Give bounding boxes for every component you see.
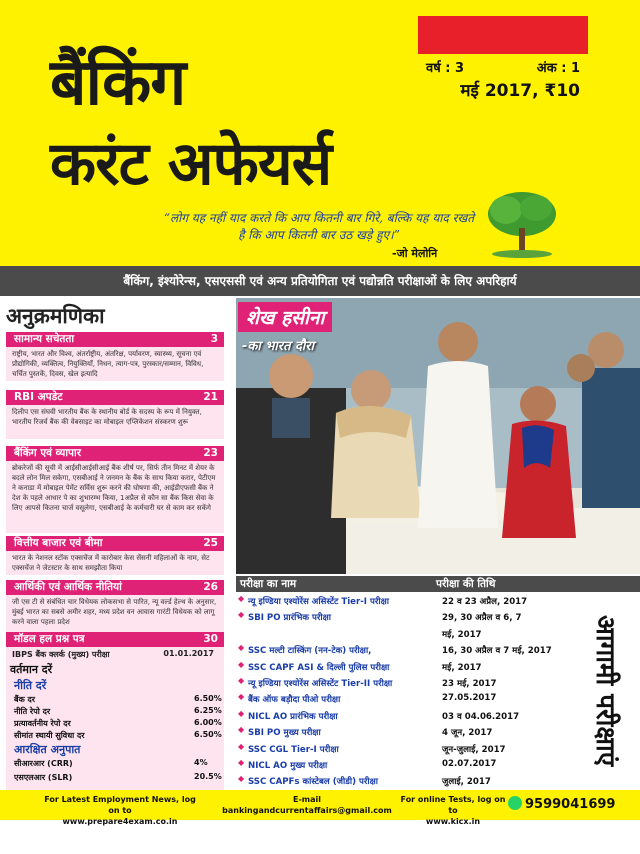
index-section-header [6,332,224,347]
exam-name: न्यू इण्डिया एश्योरेंस असिस्टेंट Tier-I परीक्षा [248,597,390,607]
exam-date: 02.07.2017 [442,758,497,769]
rate-value: 20.5% [194,772,222,781]
index-section-page: 23 [203,447,218,459]
exam-row [236,610,566,626]
rate-name: एसएलआर (SLR) [14,773,73,782]
index-column [0,300,230,790]
exam-row [236,676,566,692]
exam-name: SBI PO प्रारंभिक परीक्षा [248,613,332,624]
index-section-body: भारत के नेशनल स्टॉक एक्सचेंज में कारोबार केस सेंसनी महिलाओं के नाम, सेट एक्सचेंज ने जेटस्टार के साथ समझौता किया [6,551,224,575]
model-paper-date: 01.01.2017 [163,649,214,658]
diamond-bullet-icon: ◆ [238,675,245,685]
exam-name: SSC CAPF ASI & दिल्ली पुलिस परीक्षा [248,662,390,673]
rate-name: सीमांत स्थायी सुविधा दर [14,731,85,740]
exam-date: 16, 30 अप्रैल व 7 मई, 2017 [442,646,552,657]
index-section-header [6,446,224,461]
model-paper [6,649,224,660]
diamond-bullet-icon: ◆ [238,643,245,653]
diamond-bullet-icon: ◆ [238,692,245,702]
diamond-bullet-icon: ◆ [238,659,245,669]
index-section-body: ब्रोकरेजों की सूची में आईसीआईसीआई बैंक शीर्ष पर, सिर्फ तीन मिनट में शेयर के बदले लोन मिल सकेगा, एसबीआई ने जनमन के बैंक के साथ किया करार, पेटीएम ने कनाडा में मोबाइल पेमेंट सर्विस शुरू करने की घोषणा की, आईडीएफसी बैंक ने देश के पहले आधार पे का शुभारम्भ किया, 1अप्रैल से कौन सा बैंक किस सेवा के लिए आपसे कितना चार्ज वसूलेगा, एसबीआई के कर्मचारी घर से काम कर सकेंगे [6,461,224,533]
footer-tests-link[interactable]: www.kicx.in [425,817,481,826]
magazine-title-line1: बैंकिंग [50,46,186,120]
exam-name: SSC मल्टी टास्किंग (नन-टेक) परीक्षा, [248,646,372,657]
index-section-page: 21 [203,391,218,403]
quote-text: “लोग यह नहीं याद करते कि आप कितनी बार गिरे, बल्कि यह याद रखते है कि आप कितनी बार उठ खड़े हुए।” [163,211,475,242]
index-section-page: 25 [203,537,218,549]
footer-email-label: E-mail [292,795,321,804]
exam-row [236,594,566,610]
diamond-bullet-icon: ◆ [238,708,245,718]
cover-photo [236,298,640,574]
diamond-bullet-icon: ◆ [238,741,245,751]
index-section-page: 3 [210,333,218,345]
upcoming-exams-label [570,596,640,786]
rate-value: 6.50% [194,694,222,703]
issue-red-block [418,16,588,54]
index-section-title: आर्थिकी एवं आर्थिक नीतियां [14,581,122,593]
index-section-header [6,536,224,551]
tree-icon [482,188,562,258]
exam-row [236,742,566,758]
exam-row [236,758,566,774]
exam-name: NICL AO मुख्य परीक्षा [248,760,328,771]
quote-author: -जो मेलोनि [392,247,438,260]
photo-caption-main: शेख हसीना [238,302,332,332]
index-section-header [6,390,224,405]
exam-date: 4 जून, 2017 [442,728,493,739]
diamond-bullet-icon: ◆ [238,594,245,603]
index-section[interactable] [6,580,224,635]
model-paper-name: IBPS बैंक क्लर्क (मुख्य) परीक्षा [12,650,110,659]
rate-value: 6.00% [194,718,222,727]
diamond-bullet-icon: ◆ [238,774,245,784]
exam-name: SSC CGL Tier-I परीक्षा [248,744,339,755]
exam-col-name: परीक्षा का नाम [240,578,297,590]
footer-employment-label: For Latest Employment News, log on to [44,795,196,815]
tagline-bar: बैंकिंग, इंश्योरेन्स, एसएससी एवं अन्य प्रतियोगिता एवं पद्योन्नति परीक्षाओं के लिए अपरिहार्य [0,266,640,296]
rate-name: प्रत्यावर्तनीय रेपो दर [14,719,71,728]
footer-email [222,794,392,816]
exam-row [236,774,566,790]
exam-row [236,692,566,708]
rate-row [14,772,220,783]
rate-row [14,706,220,717]
exam-date: 23 मई, 2017 [442,678,497,689]
index-section-page: 26 [203,581,218,593]
exam-name: न्यू इण्डिया एश्योरेंस असिस्टेंट Tier-II परीक्षा [248,678,393,689]
index-section-body: दिलीप एस संघवी भारतीय बैंक के स्थानीय बोर्ड के सदस्य के रूप में नियुक्त, भारतीय रिजर्व बैंक की वेबसाइट का मोबाइल एप्लिकेशन संस्करण शुरू [6,405,224,439]
index-section-title: वित्तीय बाजार एवं बीमा [14,537,103,549]
exam-col-date: परीक्षा की तिथि [436,578,496,590]
model-section-title: मॉडल हल प्रश्न पत्र [14,633,85,645]
index-section-title: बैंकिंग एवं व्यापार [14,447,82,459]
exam-row [236,660,566,676]
diamond-bullet-icon: ◆ [238,725,245,735]
upcoming-exams-table [236,576,640,790]
exam-row [236,627,566,643]
rate-value: 4% [194,758,208,767]
exam-name: NICL AO प्रारंभिक परीक्षा [248,711,338,722]
rate-row [14,694,220,705]
footer-employment-link[interactable]: www.prepare4exam.co.in [62,817,178,826]
whatsapp-icon [508,796,522,810]
index-section[interactable] [6,390,224,439]
exam-row [236,709,566,725]
footer-tests [398,794,508,827]
rate-row [14,718,220,729]
index-section[interactable] [6,446,224,533]
rates-panel [6,632,224,790]
exam-rows [236,594,566,791]
exam-date: मई, 2017 [442,629,482,640]
magazine-title-line2: करंट अफेयर्स [50,129,332,199]
rate-name: बैंक दर [14,695,36,704]
issue-box [418,16,588,104]
exam-date: 22 व 23 अप्रैल, 2017 [442,597,528,607]
footer-phone[interactable] [508,796,615,812]
exam-name: SSC CAPFs कांस्टेबल (जीडी) परीक्षा [248,777,379,788]
exam-date: जून-जुलाई, 2017 [442,744,506,755]
diamond-bullet-icon: ◆ [238,610,245,620]
footer-email-link[interactable]: bankingandcurrentaffairs@gmail.com [222,806,392,815]
rate-name: नीति रेपो दर [14,707,51,716]
photo-caption-sub: -का भारत दौरा [242,339,314,354]
model-section-page: 30 [203,633,218,645]
rate-row [14,730,220,741]
rate-value: 6.25% [194,706,222,715]
exam-date: 29, 30 अप्रैल व 6, 7 [442,613,522,624]
issue-year: वर्ष : 3 [426,61,465,76]
exam-date: 03 व 04.06.2017 [442,711,520,722]
reserve-ratio-title: आरक्षित अनुपात [14,743,81,756]
index-section-title: RBI अपडेट [14,391,63,403]
exam-name: SBI PO मुख्य परीक्षा [248,728,321,739]
index-section[interactable] [6,536,224,575]
exam-name: बैंक ऑफ बड़ौदा पीओ परीक्षा [248,695,341,706]
index-section-header [6,580,224,595]
rate-name: सीआरआर (CRR) [14,759,73,768]
footer-employment [40,794,200,827]
index-section-body: राष्ट्रीय, भारत और विश्व, अंतर्राष्ट्रीय, अंतरिक्ष, पर्यावरण, स्वास्थ्य, सूचना एवं प्रौद्योगिकी, व्यक्तित्व, नियुक्तियाँ, निधन, त्याग-पत्र, पुरस्कार/सम्मान, विविध, चर्चित पुस्तकें, दिवस, खेल इत्यादि [6,347,224,381]
policy-rates-title: नीति दरें [14,679,47,692]
rate-value: 6.50% [194,730,222,739]
footer-tests-label: For online Tests, log on to [400,795,506,815]
footer-bar [0,790,640,826]
model-section-header[interactable] [6,632,224,647]
exam-date: जुलाई, 2017 [442,777,491,788]
diamond-bullet-icon: ◆ [238,757,245,767]
index-section[interactable] [6,332,224,381]
exam-date: मई, 2017 [442,662,482,673]
masthead [0,0,640,266]
current-rates-title: वर्तमान दरें [10,663,53,676]
footer-phone-number: 9599041699 [525,797,616,812]
exam-date: 27.05.2017 [442,693,497,704]
issue-date-price: मई 2017, ₹10 [460,81,580,101]
exam-row [236,643,566,659]
rate-row [14,758,220,769]
exam-row [236,725,566,741]
upcoming-exams-label-text: आगामी परीक्षाएं [590,615,620,767]
index-section-body: जी एस टी से संबंधित चार विधेयक लोकसभा से पारित, न्यू वर्ल्ड हेल्थ के अनुसार, मुंबई भारत का सबसे अमीर शहर, मध्य प्रदेश वन आवास गारंटी विधेयक को लागू करने वाला पहला प्रदेश [6,595,224,635]
issue-number: अंक : 1 [536,61,580,76]
index-title: अनुक्रमणिका [6,304,105,328]
exam-table-header [236,576,640,592]
index-section-title: सामान्य सचेतता [14,333,75,345]
